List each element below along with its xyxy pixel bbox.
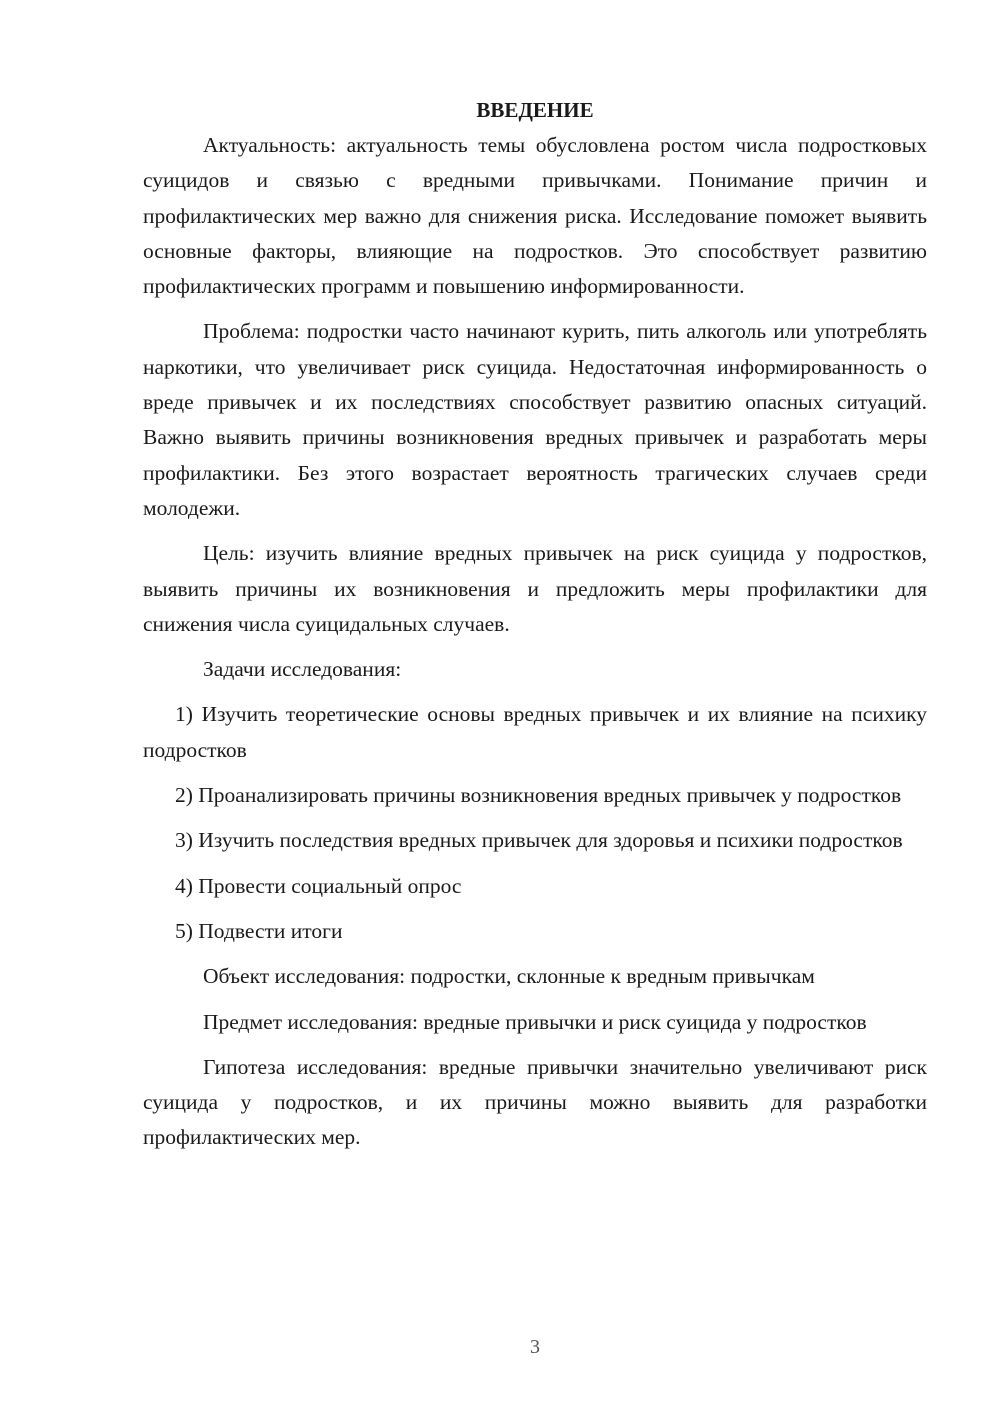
- problem-paragraph: Проблема: подростки часто начинают курить, пить алкоголь или употреблять наркотики, что увеличивает риск суицида. Недостаточная информированность о вреде привычек и их последствиях способствует развитию опасных ситуаций. Важно выявить причины возникновения вредных привычек и разработать меры профилактики. Без этого возрастает вероятность трагических случаев среди молодежи.: [143, 319, 927, 520]
- subject-paragraph: Предмет исследования: вредные привычки и риск суицида у подростков: [203, 1009, 867, 1034]
- task-item-5: 5) Подвести итоги: [175, 918, 343, 943]
- task-item-2: 2) Проанализировать причины возникновения вредных привычек у подростков: [175, 783, 902, 808]
- task-item-4: 4) Провести социальный опрос: [175, 873, 462, 898]
- document-title: ВВЕДЕНИЕ: [476, 98, 594, 122]
- task-item-1: 1) Изучить теоретические основы вредных привычек и их влияние на психику подростков: [143, 702, 927, 762]
- task-item-3: 3) Изучить последствия вредных привычек для здоровья и психики подростков: [175, 828, 903, 853]
- page-number: 3: [530, 1336, 540, 1358]
- goal-paragraph: Цель: изучить влияние вредных привычек на риск суицида у подростков, выявить причины их возникновения и предложить меры профилактики для снижения числа суицидальных случаев.: [143, 541, 927, 636]
- hypothesis-paragraph: Гипотеза исследования: вредные привычки значительно увеличивают риск суицида у подростков, и их причины можно выявить для разработки профилактических мер.: [143, 1054, 927, 1150]
- object-paragraph: Объект исследования: подростки, склонные к вредным привычкам: [203, 964, 815, 989]
- relevance-paragraph: Актуальность: актуальность темы обусловлена ростом числа подростковых суицидов и связью с вредными привычками. Понимание причин и профилактических мер важно для снижения риска. Исследование поможет выявить основные факторы, влияющие на подростков. Это способствует развитию профилактических программ и повышению информированности.: [143, 133, 927, 299]
- document-page: [143, 93, 927, 1166]
- tasks-heading: Задачи исследования:: [203, 657, 402, 682]
